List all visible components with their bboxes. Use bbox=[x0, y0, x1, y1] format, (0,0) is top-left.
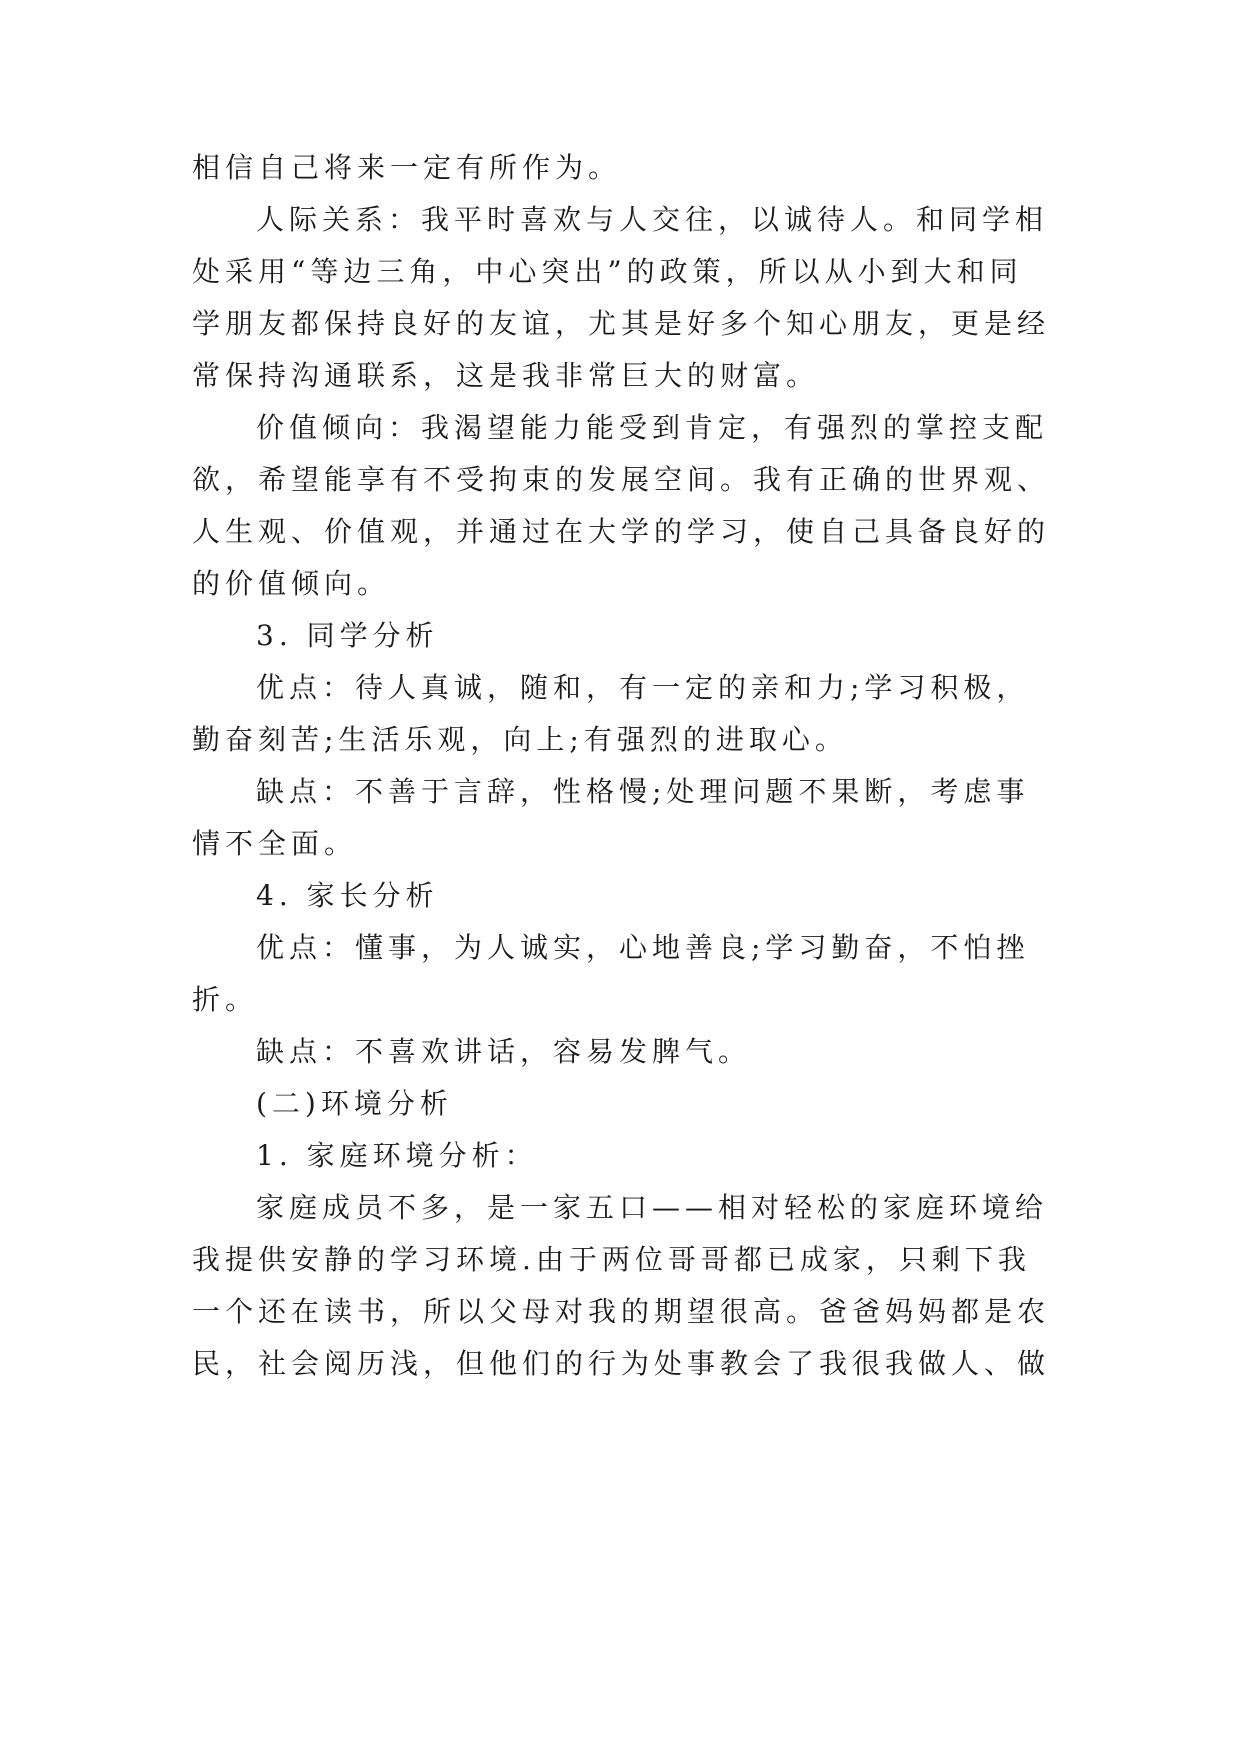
section-heading-parents: 4. 家长分析 bbox=[256, 879, 439, 912]
section-heading-classmates: 3. 同学分析 bbox=[256, 619, 439, 652]
text-line: 的价值倾向。 bbox=[192, 567, 391, 600]
paragraph-interpersonal: 人际关系：我平时喜欢与人交往，以诚待人。和同学相 bbox=[256, 203, 1049, 236]
section-heading-family: 1. 家庭环境分析： bbox=[256, 1139, 538, 1172]
text-line: 学朋友都保持良好的友谊，尤其是好多个知心朋友，更是经 bbox=[192, 307, 1051, 340]
paragraph-weaknesses: 缺点：不善于言辞，性格慢;处理问题不果断，考虑事 bbox=[256, 775, 1030, 808]
text-line: 折。 bbox=[192, 983, 259, 1016]
text-line: 民，社会阅历浅，但他们的行为处事教会了我很我做人、做 bbox=[192, 1347, 1051, 1380]
text-line: 勤奋刻苦;生活乐观，向上;有强烈的进取心。 bbox=[192, 723, 848, 756]
paragraph-weaknesses: 缺点：不喜欢讲话，容易发脾气。 bbox=[256, 1035, 752, 1068]
paragraph-family: 家庭成员不多，是一家五口——相对轻松的家庭环境给 bbox=[256, 1191, 1049, 1224]
text-line: 欲，希望能享有不受拘束的发展空间。我有正确的世界观、 bbox=[192, 463, 1051, 496]
paragraph-strengths: 优点：懂事，为人诚实，心地善良;学习勤奋，不怕挫 bbox=[256, 931, 1030, 964]
text-line: 一个还在读书，所以父母对我的期望很高。爸爸妈妈都是农 bbox=[192, 1295, 1051, 1328]
text-line: 常保持沟通联系，这是我非常巨大的财富。 bbox=[192, 359, 820, 392]
paragraph-values: 价值倾向：我渴望能力能受到肯定，有强烈的掌控支配 bbox=[256, 411, 1049, 444]
text-line: 人生观、价值观，并通过在大学的学习，使自己具备良好的 bbox=[192, 515, 1051, 548]
text-line: 相信自己将来一定有所作为。 bbox=[192, 151, 622, 184]
text-line: 我提供安静的学习环境.由于两位哥哥都已成家，只剩下我 bbox=[192, 1243, 1031, 1276]
section-heading-environment: (二)环境分析 bbox=[256, 1087, 453, 1120]
paragraph-strengths: 优点：待人真诚，随和，有一定的亲和力;学习积极， bbox=[256, 671, 1030, 704]
text-line: 处采用“等边三角，中心突出”的政策，所以从小到大和同 bbox=[192, 255, 1023, 288]
text-line: 情不全面。 bbox=[192, 827, 358, 860]
